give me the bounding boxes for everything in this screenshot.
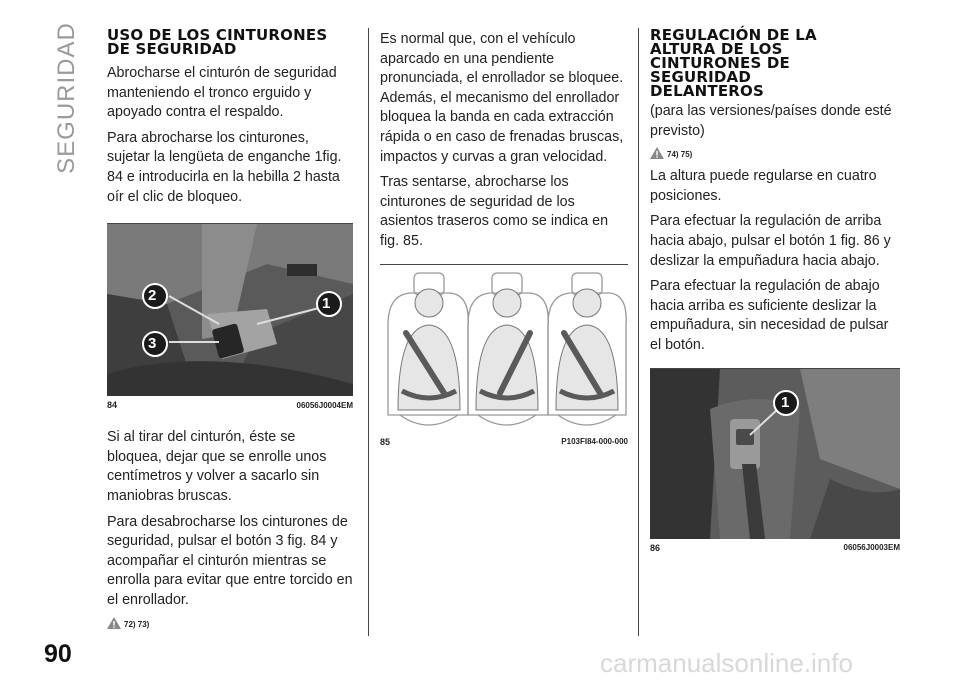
- paragraph: Abrocharse el cinturón de seguridad manteniendo el tronco erguido y apoyado contra el respaldo.: [107, 65, 337, 121]
- paragraph: Tras sentarse, abrocharse los cinturones de seguridad de los asientos traseros como se indica en fig. 85.: [380, 174, 609, 249]
- figure-85: [380, 264, 628, 447]
- figure-number: 84: [107, 400, 118, 411]
- callout-3: 3: [148, 335, 157, 353]
- seatbelt-buckle-photo: [107, 224, 353, 396]
- callout-2: 2: [148, 287, 157, 305]
- figure-number: 86: [650, 542, 661, 553]
- warning-references: 74) 75): [650, 147, 900, 159]
- figure-caption: [380, 433, 628, 447]
- warning-triangle-icon: [650, 147, 664, 159]
- warning-triangle-icon: [107, 617, 121, 629]
- figure-code: 06056J0003EM: [843, 543, 900, 553]
- paragraph: Para efectuar la regulación de abajo hacia arriba es suficiente deslizar la empuñadura, sin necesidad de pulsar el botón.: [650, 278, 889, 353]
- column-divider: [638, 28, 639, 636]
- paragraph: Para abrocharse los cinturones, sujetar la lengüeta de enganche 1fig. 84 e introducirla en la hebilla 2 hasta oír el clic de bloqueo.: [107, 129, 342, 205]
- column-divider: [368, 28, 369, 636]
- warning-references: 72) 73): [107, 617, 353, 629]
- paragraph: (para las versiones/países donde esté previsto): [650, 103, 892, 139]
- column-2: [380, 28, 628, 447]
- figure-84: [107, 223, 353, 410]
- figure-code: 06056J0004EM: [296, 400, 353, 410]
- callout-1: 1: [781, 393, 790, 411]
- column-3: [650, 28, 900, 553]
- figure-86: [650, 368, 900, 553]
- figure-code: P103FI84-000-000: [561, 437, 628, 447]
- watermark: carmanualsonline.info: [600, 648, 853, 678]
- figure-caption: [650, 539, 900, 553]
- section-heading-regulacion: REGULACIÓN DE LA ALTURA DE LOS CINTURONES DE SEGURIDAD DELANTEROS: [650, 26, 817, 100]
- page-number: 90: [44, 640, 72, 668]
- callout-1: 1: [322, 295, 331, 313]
- figure-number: 85: [380, 436, 391, 447]
- paragraph: Es normal que, con el vehículo aparcado en una pendiente pronunciada, el enrollador se bloquee. Además, el mecanismo del enrollador bloquea la banda en cada extracción rápida o en caso de frenadas bruscas, impactos y curvas a gran velocidad.: [380, 31, 624, 165]
- figure-caption: [107, 396, 353, 410]
- paragraph: Para efectuar la regulación de arriba hacia abajo, pulsar el botón 1 fig. 86 y deslizar la empuñadura hacia abajo.: [650, 213, 891, 269]
- section-side-label: SEGURIDAD: [53, 21, 80, 174]
- paragraph: La altura puede regularse en cuatro posiciones.: [650, 168, 877, 204]
- belt-height-adjuster-photo: [650, 369, 900, 539]
- rear-seats-illustration: [380, 265, 628, 433]
- section-heading-uso: USO DE LOS CINTURONES DE SEGURIDAD: [107, 26, 328, 58]
- paragraph: Para desabrocharse los cinturones de seguridad, pulsar el botón 3 fig. 84 y acompañar el cinturón mientras se enrolla para evitar que entre torcido en el enrollador.: [107, 513, 353, 608]
- paragraph: Si al tirar del cinturón, éste se bloquea, dejar que se enrolle unos centímetros y volver a sacarlo sin maniobras bruscas.: [107, 429, 327, 504]
- column-1: [107, 28, 353, 637]
